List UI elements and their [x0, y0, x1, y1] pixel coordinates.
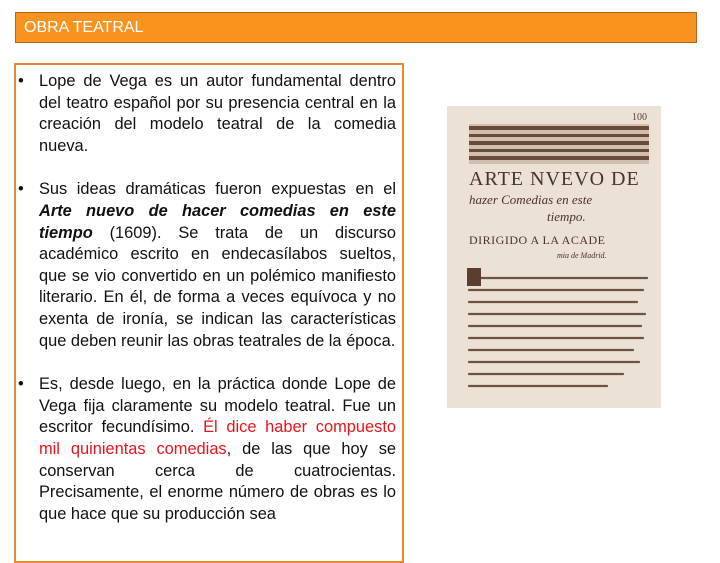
bullet-3-tail: , de las que hoy se conservan cerca de cuatrocientas. Precisamente, el enorme número de obras es lo que hace que su producción sea — [39, 439, 397, 523]
book-title-line1: ARTE NVEVO DE — [469, 168, 640, 190]
bullet-3-highlight: Él dice haber compuesto mil quinientas comedias — [39, 418, 396, 458]
bullet-item-3 — [28, 374, 396, 525]
drop-cap — [467, 268, 481, 286]
book-title-line2: hazer Comedias en este — [469, 192, 593, 207]
bullet-3-lead: Es, desde luego, en la práctica donde Lope de Vega fija claramente su modelo teatral. Fue un escritor fecundísimo. — [39, 375, 396, 437]
book-page-image — [447, 106, 661, 408]
ornament-band — [469, 124, 649, 164]
bullet-list — [28, 71, 396, 547]
bullet-item-2 — [28, 179, 396, 352]
bullet-2-tail: (1609). Se trata de un discurso académico escrito en endecasílabos sueltos, que se vio convertido en un polémico manifiesto literario. En él, de forma a veces equívoca y no exenta de ironía, se indican las características que deben reunir las obras teatrales de la época. — [39, 223, 396, 350]
bullet-2-lead: Sus ideas dramáticas fueron expuestas en el — [39, 180, 396, 199]
slide-title-bar — [15, 12, 697, 43]
book-subtitle-line2: mia de Madrid. — [557, 251, 607, 260]
slide-title: OBRA TEATRAL — [24, 19, 144, 36]
book-page-illustration — [447, 106, 661, 408]
book-title-line3: tiempo. — [547, 209, 586, 224]
work-title: Arte nuevo de hacer comedias en este tiempo — [39, 201, 396, 242]
book-page-number: 100 — [632, 112, 647, 123]
content-box — [14, 63, 404, 563]
bullet-item-1 — [28, 71, 396, 157]
book-subtitle-line1: DIRIGIDO A LA ACADE — [469, 233, 606, 247]
bullet-1-text: Lope de Vega es un autor fundamental dentro del teatro español por su presencia central en la creación del modelo teatral de la comedia nueva. — [39, 72, 396, 155]
